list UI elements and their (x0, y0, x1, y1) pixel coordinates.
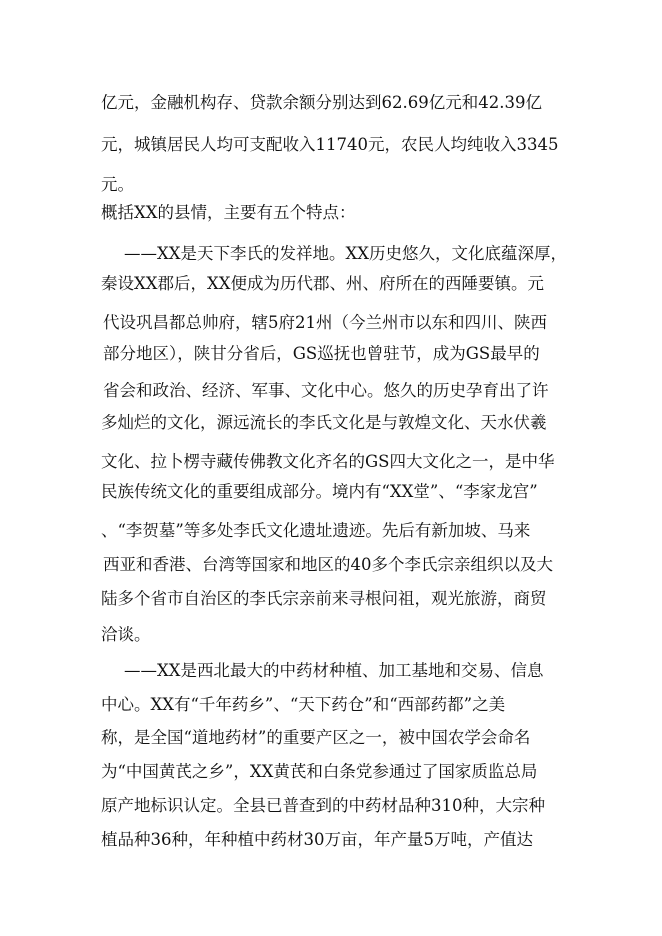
paragraph-1-line-7: 文化、拉卜楞寺藏传佛教文化齐名的GS四大文化之一，是中华 (101, 452, 555, 471)
paragraph-2-line-5: 原产地标识认定。全县已普查到的中药材品种310种，大宗种 (101, 796, 545, 815)
paragraph-1-line-10: 西亚和香港、台湾等国家和地区的40多个李氏宗亲组织以及大 (103, 555, 553, 574)
paragraph-1-line-3: 代设巩昌都总帅府，辖5府21州（今兰州市以东和四川、陕西 (103, 313, 547, 332)
text-line-2: 元，城镇居民人均可支配收入11740元，农民人均纯收入3345 (101, 135, 559, 154)
paragraph-2-line-4: 为“中国黄芪之乡”，XX黄芪和白条党参通过了国家质监总局 (101, 762, 538, 781)
text-line-1: 亿元，金融机构存、贷款余额分别达到62.69亿元和42.39亿 (101, 93, 542, 112)
paragraph-1-line-1: ——XX是天下李氏的发祥地。XX历史悠久，文化底蕴深厚， (124, 244, 567, 263)
paragraph-1-line-9: 、“李贺墓”等多处李氏文化遗址遗迹。先后有新加坡、马来 (101, 521, 531, 540)
paragraph-1-line-6: 多灿烂的文化，源远流长的李氏文化是与敦煌文化、天水伏羲 (101, 413, 547, 432)
paragraph-2-line-2: 中心。XX有“千年药乡”、“天下药仓”和“西部药都”之美 (101, 695, 506, 714)
paragraph-1-line-4: 部分地区），陕甘分省后，GS巡抚也曾驻节，成为GS最早的 (103, 344, 540, 363)
paragraph-2-line-3: 称，是全国“道地药材”的重要产区之一，被中国农学会命名 (101, 728, 531, 747)
paragraph-1-line-12: 洽谈。 (101, 625, 151, 644)
paragraph-1-line-5: 省会和政治、经济、军事、文化中心。悠久的历史孕育出了许 (103, 381, 549, 400)
text-line-3: 元。 (101, 175, 134, 194)
paragraph-1-line-11: 陆多个省市自治区的李氏宗亲前来寻根问祖，观光旅游，商贸 (101, 589, 547, 608)
paragraph-2-line-1: ——XX是西北最大的中药材种植、加工基地和交易、信息 (124, 661, 544, 680)
paragraph-1-line-2: 秦设XX郡后，XX便成为历代郡、州、府所在的西陲要镇。元 (101, 274, 544, 293)
paragraph-1-line-8: 民族传统文化的重要组成部分。境内有“XX堂”、“李家龙宫” (101, 482, 538, 501)
section-intro: 概括XX的县情，主要有五个特点： (101, 203, 356, 222)
paragraph-2-line-6: 植品种36种，年种植中药材30万亩，年产量5万吨，产值达 (101, 830, 533, 849)
